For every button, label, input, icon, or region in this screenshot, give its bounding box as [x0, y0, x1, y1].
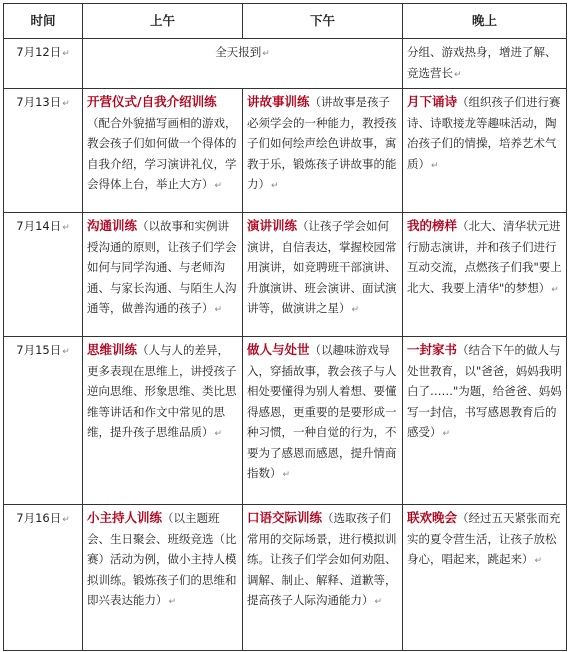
table-row	[4, 89, 567, 213]
return-mark-icon: ↵	[442, 429, 451, 439]
header-afternoon: 下午	[243, 4, 403, 39]
activity-title: 一封家书	[407, 342, 458, 357]
date-cell: 7月14日↵	[4, 213, 83, 337]
evening-cell: 分组、游戏热身，增进了解、竞选营长↵	[403, 39, 567, 89]
activity-description: （以趣味游戏导入，穿插故事，教会孩子与人相处要懂得为别人着想、要懂得感恩，更重要的是要形成一种习惯，一种自觉的行为，不要为了感恩而感恩，提升情商指数）	[247, 343, 397, 480]
return-mark-icon: ↵	[62, 347, 70, 357]
return-mark-icon: ↵	[62, 49, 70, 59]
morning-cell	[83, 505, 243, 651]
evening-cell	[403, 213, 567, 337]
date-cell: 7月16日↵	[4, 505, 83, 651]
return-mark-icon: ↵	[214, 181, 223, 191]
header-morning: 上午	[83, 4, 243, 39]
table-row	[4, 505, 567, 651]
schedule-table	[3, 3, 567, 651]
activity-title: 沟通训练	[87, 218, 138, 233]
activity-title: 演讲训练	[247, 218, 298, 233]
evening-cell	[403, 505, 567, 651]
return-mark-icon: ↵	[168, 597, 177, 607]
activity-title: 口语交际训练	[247, 510, 323, 525]
activity-description: （以故事和实例讲授沟通的原则，让孩子们学会如何与同学沟通、与老师沟通、与家长沟通、与陌生人沟通等，做善沟通的孩子）	[87, 219, 237, 315]
activity-title: 联欢晚会	[407, 510, 458, 525]
afternoon-cell	[243, 89, 403, 213]
activity-title: 开营仪式/自我介绍训练	[87, 94, 217, 109]
return-mark-icon: ↵	[351, 305, 360, 315]
activity-title: 我的榜样	[407, 218, 458, 233]
activity-title: 做人与处世	[247, 342, 310, 357]
return-mark-icon: ↵	[431, 160, 439, 171]
table-row	[4, 39, 567, 89]
return-mark-icon: ↵	[534, 556, 543, 566]
return-mark-icon: ↵	[282, 470, 291, 480]
activity-title: 思维训练	[87, 342, 138, 357]
activity-description: （人与人的差异，更多表现在思维上，讲授孩子逆向思维、形象思维、类比思维等讲话和作文中常见的思维，提升孩子思维品质）	[87, 343, 237, 439]
activity-description: （配合外貌描写画相的游戏，教会孩子们如何做一个得体的自我介绍，学习演讲礼仪，学会得体上台，举止大方）	[87, 115, 237, 191]
morning-cell	[83, 337, 243, 505]
table-row	[4, 213, 567, 337]
return-mark-icon: ↵	[62, 223, 70, 233]
activity-title: 小主持人训练	[87, 510, 163, 525]
date-cell: 7月12日↵	[4, 39, 83, 89]
morning-cell	[83, 89, 243, 213]
afternoon-cell	[243, 337, 403, 505]
return-mark-icon: ↵	[271, 181, 279, 191]
evening-cell	[403, 337, 567, 505]
activity-description: （讲故事是孩子必须学会的一种能力，教授孩子们如何绘声绘色讲故事，寓教于乐，锻炼孩子讲故事的能力）	[247, 95, 397, 191]
evening-cell	[403, 89, 567, 213]
return-mark-icon: ↵	[262, 49, 270, 59]
return-mark-icon: ↵	[62, 99, 70, 109]
header-time: 时间	[4, 4, 83, 39]
return-mark-icon: ↵	[62, 515, 70, 525]
header-evening: 晚上	[403, 4, 567, 39]
activity-description: （让孩子学会如何演讲，自信表达，掌握校园常用演讲，如竞聘班干部演讲、升旗演讲、班会演讲、面试演讲等，做演讲之星）	[247, 219, 397, 315]
full-day-cell: 全天报到↵	[83, 39, 403, 89]
activity-description: （以主题班会、生日聚会、班级竞选（比赛）活动为例，做小主持人模拟训练。锻炼孩子们的思维和即兴表达能力）	[87, 511, 237, 607]
afternoon-cell	[243, 505, 403, 651]
activity-description: （北大、清华状元进行励志演讲，并和孩子们进行互动交流，点燃孩子们我"要上北大、我要上清华"的梦想）	[407, 219, 562, 295]
return-mark-icon: ↵	[214, 305, 223, 315]
activity-description: （经过五天紧张而充实的夏令营生活，让孩子放松身心，唱起来，跳起来）	[407, 511, 561, 566]
return-mark-icon: ↵	[214, 429, 223, 439]
date-cell: 7月15日↵	[4, 337, 83, 505]
morning-cell	[83, 213, 243, 337]
activity-description: （选取孩子们常用的交际场景，进行模拟训练。让孩子们学会如何劝阻、调解、制止、解释、道歉等，提高孩子人际沟通能力）	[247, 511, 397, 607]
return-mark-icon: ↵	[551, 284, 559, 295]
return-mark-icon: ↵	[374, 597, 383, 607]
header-row	[4, 4, 567, 39]
activity-title: 讲故事训练	[247, 94, 310, 109]
activity-description: （结合下午的做人与处世教育，以"爸爸，妈妈我明白了……"为题，给爸爸、妈妈写一封信，书写感恩教育后的感受）	[407, 343, 562, 439]
return-mark-icon: ↵	[454, 69, 462, 80]
activity-title: 月下诵诗	[407, 94, 458, 109]
afternoon-cell	[243, 213, 403, 337]
activity-description: （组织孩子们进行赛诗、诗歌接龙等趣味活动，陶冶孩子们的情操，培养艺术气质）	[407, 95, 561, 171]
table-row	[4, 337, 567, 505]
date-cell: 7月13日↵	[4, 89, 83, 213]
